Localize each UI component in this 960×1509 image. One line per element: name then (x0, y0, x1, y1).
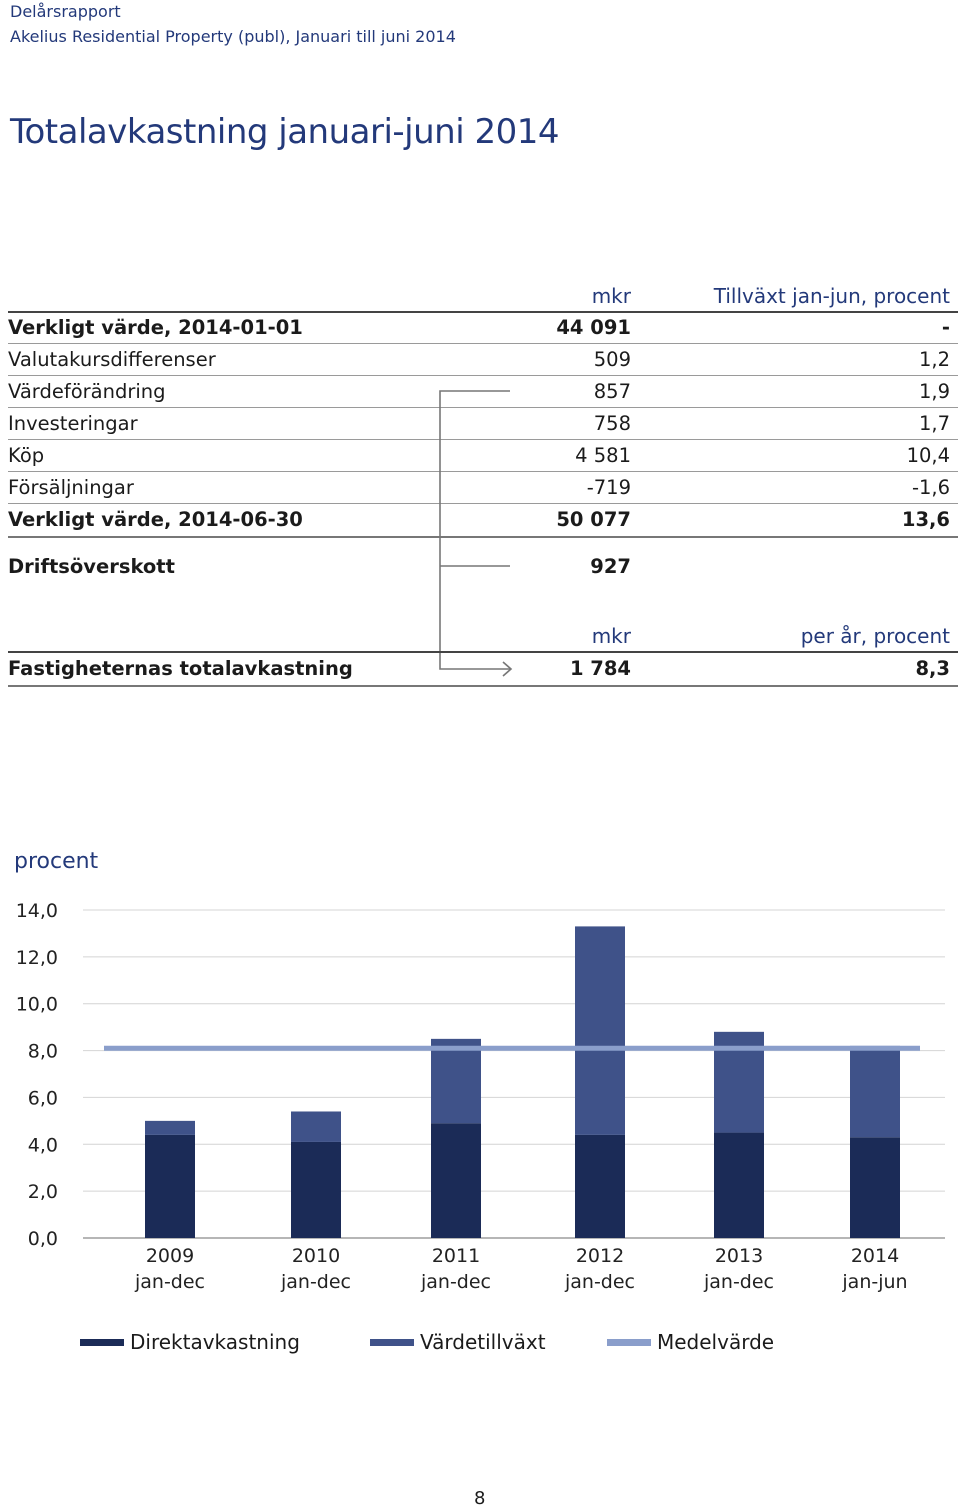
bar-vardetillvaxt (431, 1039, 481, 1123)
row-label: Driftsöverskott (8, 555, 175, 578)
x-tick-period: jan-dec (280, 1271, 352, 1293)
row-mkr: 1 784 (569, 657, 631, 680)
legend-swatch (80, 1339, 124, 1346)
legend-swatch (607, 1339, 651, 1346)
bar-direktavkastning (145, 1135, 195, 1238)
row-mkr: 509 (593, 348, 631, 371)
row-mkr: 927 (590, 555, 631, 578)
row-label: Valutakursdifferenser (8, 348, 216, 371)
bar-vardetillvaxt (145, 1121, 195, 1135)
total-return-row (8, 653, 958, 685)
x-tick-year: 2011 (431, 1245, 481, 1267)
x-tick-year: 2010 (291, 1245, 341, 1267)
y-tick-label: 0,0 (27, 1228, 58, 1250)
row-mkr: 758 (593, 412, 631, 435)
x-tick-period: jan-dec (564, 1271, 636, 1293)
bar-direktavkastning (431, 1123, 481, 1238)
x-tick-year: 2014 (850, 1245, 900, 1267)
row-growth: 1,7 (918, 412, 950, 435)
row-label: Värdeförändring (8, 380, 166, 403)
legend-label: Värdetillväxt (420, 1330, 546, 1354)
y-tick-label: 12,0 (15, 946, 58, 969)
legend-label: Direktavkastning (130, 1330, 300, 1354)
y-tick-label: 2,0 (27, 1181, 58, 1204)
legend-label: Medelvärde (657, 1330, 775, 1354)
row-label: Försäljningar (8, 476, 134, 499)
y-tick-label: 6,0 (27, 1087, 58, 1110)
row-label: Verkligt värde, 2014-06-30 (8, 508, 303, 531)
bracket-arrow (0, 0, 960, 700)
table1-col-mkr: mkr (591, 284, 631, 308)
y-tick-label: 14,0 (15, 900, 58, 922)
x-tick-year: 2013 (714, 1245, 764, 1267)
row-growth: 13,6 (901, 508, 950, 531)
y-tick-label: 4,0 (27, 1134, 58, 1157)
x-tick-period: jan-dec (134, 1271, 206, 1293)
table2-col-mkr: mkr (591, 624, 631, 648)
page-number: 8 (474, 1488, 486, 1509)
row-growth: 10,4 (906, 444, 950, 467)
row-mkr: 4 581 (575, 444, 631, 467)
row-growth: 1,2 (918, 348, 950, 371)
legend-swatch (370, 1339, 414, 1346)
report-type: Delårsrapport (10, 2, 121, 21)
x-tick-year: 2009 (145, 1245, 195, 1267)
bar-vardetillvaxt (850, 1046, 900, 1137)
row-mkr: -719 (586, 476, 631, 499)
x-tick-year: 2012 (575, 1245, 625, 1267)
row-mkr: 857 (593, 380, 631, 403)
bar-direktavkastning (291, 1142, 341, 1238)
row-growth: 1,9 (918, 380, 950, 403)
row-mkr: 50 077 (556, 508, 631, 531)
bar-vardetillvaxt (291, 1111, 341, 1141)
row-pct: 8,3 (915, 657, 950, 680)
table1-col-growth: Tillväxt jan-jun, procent (713, 284, 950, 308)
y-tick-label: 10,0 (15, 993, 58, 1016)
table2-bottom-rule (8, 685, 958, 687)
y-axis-title: procent (14, 849, 99, 874)
page-title: Totalavkastning januari-juni 2014 (10, 112, 559, 152)
row-label: Investeringar (8, 412, 138, 435)
y-tick-label: 8,0 (27, 1040, 58, 1063)
row-label: Verkligt värde, 2014-01-01 (8, 316, 303, 339)
row-mkr: 44 091 (556, 316, 631, 339)
report-subtitle: Akelius Residential Property (publ), Januari till juni 2014 (10, 27, 456, 46)
return-chart (0, 840, 960, 1370)
row-growth: - (941, 316, 950, 339)
bar-direktavkastning (575, 1135, 625, 1238)
bar-vardetillvaxt (575, 926, 625, 1135)
row-growth: -1,6 (911, 476, 950, 499)
row-label: Köp (8, 444, 45, 467)
x-tick-period: jan-dec (703, 1271, 775, 1293)
row-label: Fastigheternas totalavkastning (8, 657, 353, 680)
table2-col-pct: per år, procent (800, 624, 950, 648)
x-tick-period: jan-dec (420, 1271, 492, 1293)
x-tick-period: jan-jun (842, 1271, 908, 1293)
bar-direktavkastning (850, 1137, 900, 1238)
bar-direktavkastning (714, 1133, 764, 1238)
